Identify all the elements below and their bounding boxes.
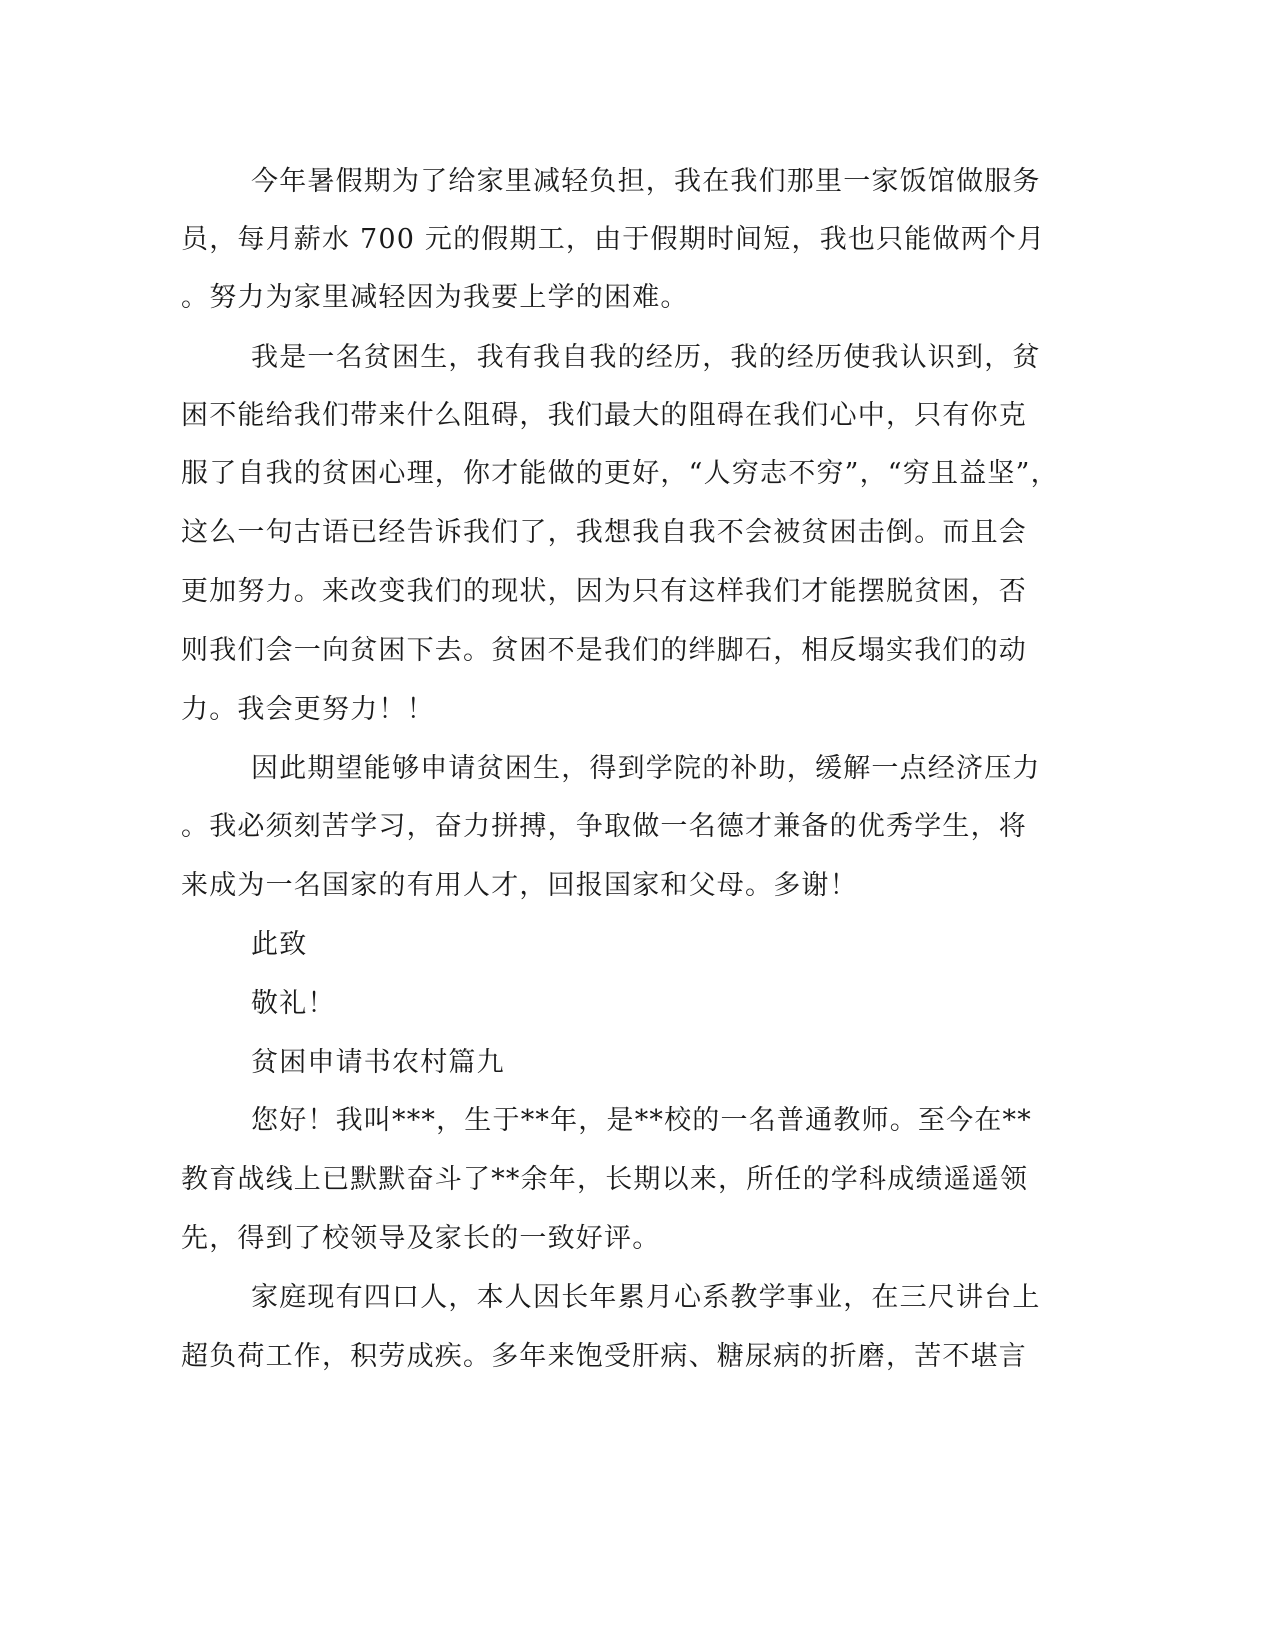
text-line: 因此期望能够申请贫困生，得到学院的补助，缓解一点经济压力 [251,753,1041,784]
text-line: 则我们会一向贫困下去。贫困不是我们的绊脚石，相反塌实我们的动 [181,635,1027,666]
text-line: 力。我会更努力！！ [181,694,435,725]
text-line: 这么一句古语已经告诉我们了，我想我自我不会被贫困击倒。而且会 [181,517,1027,548]
text-line: 来成为一名国家的有用人才，回报国家和父母。多谢！ [181,870,858,901]
closing-regards: 敬礼！ [251,988,336,1019]
closing-salutation: 此致 [251,929,308,960]
text-line: 家庭现有四口人，本人因长年累月心系教学事业，在三尺讲台上 [251,1282,1041,1313]
text-line: 超负荷工作，积劳成疾。多年来饱受肝病、糖尿病的折磨，苦不堪言 [181,1341,1027,1372]
text-line: 困不能给我们带来什么阻碍，我们最大的阻碍在我们心中，只有你克 [181,400,1027,431]
text-line: 。努力为家里减轻因为我要上学的困难。 [181,282,689,313]
text-line: 今年暑假期为了给家里减轻负担，我在我们那里一家饭馆做服务 [251,166,1041,197]
text-line: 员，每月薪水 700 元的假期工，由于假期时间短，我也只能做两个月 [181,224,1046,255]
text-line: 我是一名贫困生，我有我自我的经历，我的经历使我认识到，贫 [251,342,1041,373]
text-line: 更加努力。来改变我们的现状，因为只有这样我们才能摆脱贫困，否 [181,576,1027,607]
text-line: 服了自我的贫困心理，你才能做的更好，“人穷志不穷”，“穷且益坚”， [181,458,1059,489]
section-heading: 贫困申请书农村篇九 [251,1047,505,1078]
text-line: 教育战线上已默默奋斗了**余年，长期以来，所任的学科成绩遥遥领 [181,1164,1029,1195]
text-line: 先，得到了校领导及家长的一致好评。 [181,1223,661,1254]
text-line: 。我必须刻苦学习，奋力拼搏，争取做一名德才兼备的优秀学生，将 [181,811,1027,842]
text-line: 您好！我叫***，生于**年，是**校的一名普通教师。至今在** [251,1105,1032,1136]
